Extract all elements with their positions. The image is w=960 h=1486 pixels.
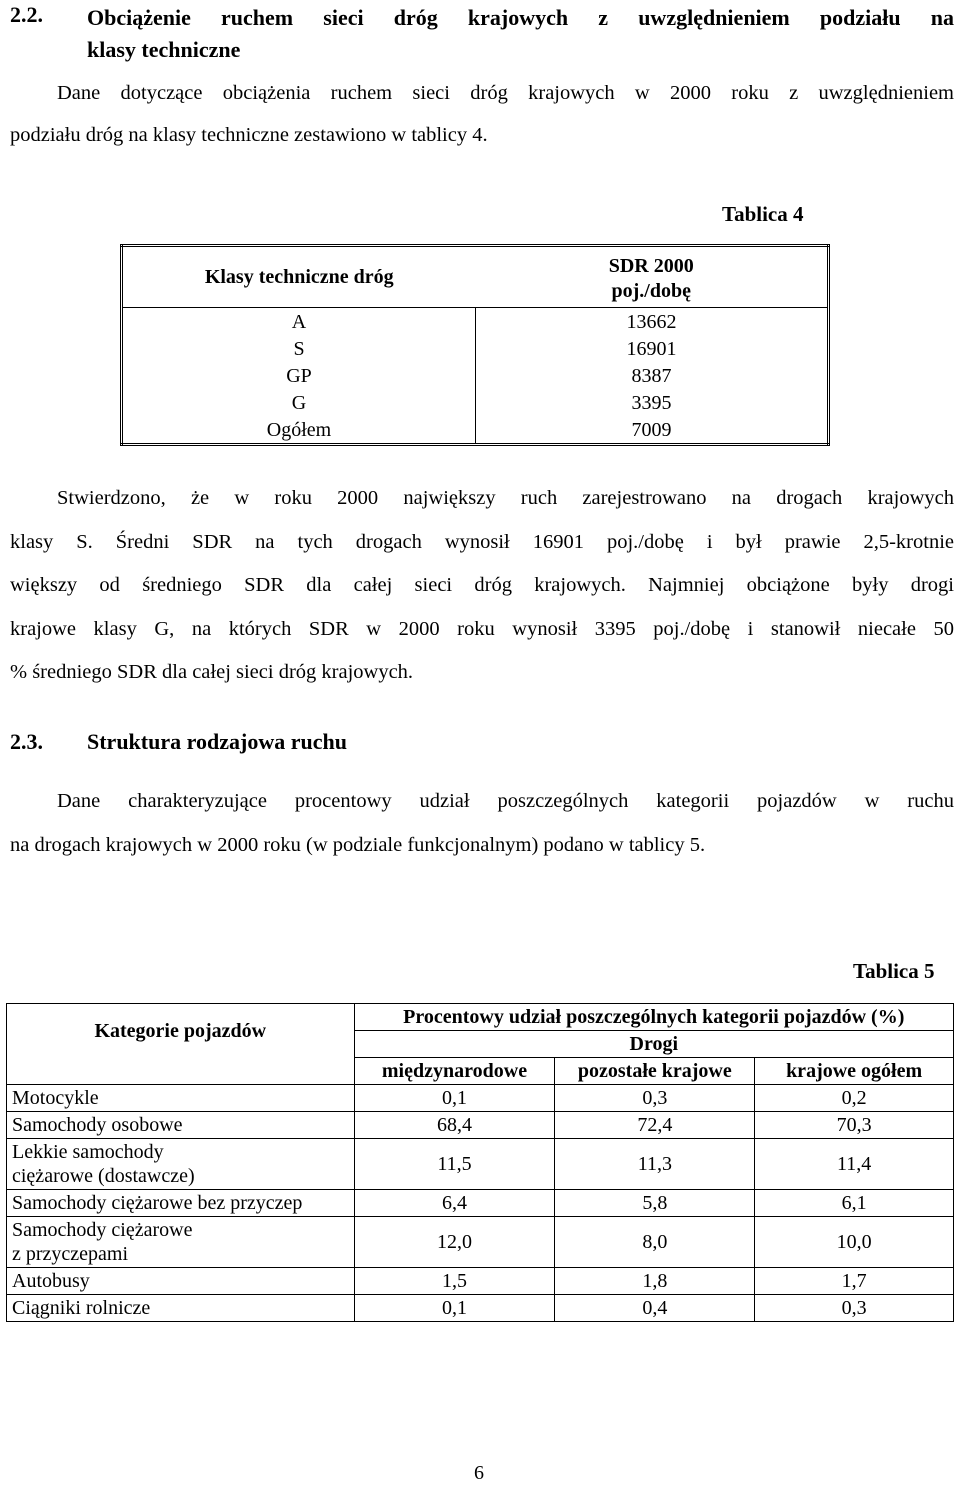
table-4 <box>120 244 830 446</box>
cell-national-total: 0,2 <box>755 1085 954 1112</box>
cell-international: 0,1 <box>354 1085 555 1112</box>
cell-national-total: 70,3 <box>755 1112 954 1139</box>
cell-class: G <box>122 389 476 416</box>
cell-category-line-2: z przyczepami <box>12 1243 129 1265</box>
header-national-total: krajowe ogółem <box>755 1058 954 1085</box>
cell-other-national: 72,4 <box>555 1112 755 1139</box>
cell-category: Samochody ciężarowe bez przyczep <box>7 1190 355 1217</box>
cell-national-total: 0,3 <box>755 1295 954 1322</box>
cell-other-national: 0,3 <box>555 1085 755 1112</box>
section-2-2-heading <box>10 2 954 66</box>
table-row <box>122 416 829 445</box>
table-5 <box>6 1003 954 1322</box>
cell-national-total: 6,1 <box>755 1190 954 1217</box>
intro-line-1: Dane dotyczące obciążenia ruchem sieci dróg krajowych w 2000 roku z uwzględnieniem <box>57 82 954 104</box>
cell-category: Samochody osobowe <box>7 1112 355 1139</box>
cell-international: 0,1 <box>354 1295 555 1322</box>
table-row <box>7 1112 954 1139</box>
cell-class: Ogółem <box>122 416 476 445</box>
cell-other-national: 11,3 <box>555 1139 755 1190</box>
header-category: Kategorie pojazdów <box>7 1004 355 1058</box>
table-header-row <box>7 1004 954 1031</box>
header-international: międzynarodowe <box>354 1058 555 1085</box>
cell-category <box>7 1139 355 1190</box>
intro-line-2: na drogach krajowych w 2000 roku (w podziale funkcjonalnym) podano w tablicy 5. <box>10 834 706 856</box>
section-2-2-intro <box>10 72 954 156</box>
table-row <box>7 1295 954 1322</box>
paragraph-line: większy od średniego SDR dla całej sieci dróg krajowych. Najmniej obciążone były drogi <box>10 574 954 596</box>
header-other-national: pozostałe krajowe <box>555 1058 755 1085</box>
cell-national-total: 10,0 <box>755 1217 954 1268</box>
table-row <box>7 1139 954 1190</box>
header-roads: Drogi <box>354 1031 953 1058</box>
section-number: 2.2. <box>10 2 43 27</box>
cell-category-line-1: Lekkie samochody <box>12 1141 164 1163</box>
header-sdr-line-1: SDR 2000 <box>608 254 694 277</box>
cell-category-line-2: ciężarowe (dostawcze) <box>12 1165 195 1187</box>
table-row <box>122 389 829 416</box>
header-category-empty <box>7 1058 355 1085</box>
cell-sdr: 7009 <box>631 418 672 441</box>
table-row <box>122 362 829 389</box>
section-number: 2.3. <box>10 729 43 754</box>
cell-national-total: 11,4 <box>755 1139 954 1190</box>
header-road-class: Klasy techniczne dróg <box>122 246 476 308</box>
cell-other-national: 8,0 <box>555 1217 755 1268</box>
table-5-caption: Tablica 5 <box>853 959 935 983</box>
table-row <box>7 1190 954 1217</box>
cell-other-national: 5,8 <box>555 1190 755 1217</box>
table-row <box>7 1268 954 1295</box>
table-row <box>122 308 829 336</box>
section-title-line-2: klasy techniczne <box>87 37 241 62</box>
cell-category: Ciągniki rolnicze <box>7 1295 355 1322</box>
table-row <box>7 1217 954 1268</box>
cell-international: 11,5 <box>354 1139 555 1190</box>
paragraph-conclusions <box>10 477 954 695</box>
cell-other-national: 0,4 <box>555 1295 755 1322</box>
cell-class: S <box>122 335 476 362</box>
cell-sdr: 3395 <box>631 391 672 414</box>
intro-line-2: podziału dróg na klasy techniczne zestawiono w tablicy 4. <box>10 124 488 146</box>
cell-international: 68,4 <box>354 1112 555 1139</box>
intro-line-1: Dane charakteryzujące procentowy udział poszczególnych kategorii pojazdów w ruchu <box>57 790 954 812</box>
cell-class: A <box>122 308 476 336</box>
header-share: Procentowy udział poszczególnych kategorii pojazdów (%) <box>354 1004 953 1031</box>
table-header-row <box>122 246 829 308</box>
table-header-row <box>7 1058 954 1085</box>
cell-class: GP <box>122 362 476 389</box>
cell-international: 12,0 <box>354 1217 555 1268</box>
cell-other-national: 1,8 <box>555 1268 755 1295</box>
section-2-3-heading <box>10 729 954 755</box>
table-4-caption: Tablica 4 <box>722 202 804 226</box>
cell-sdr: 8387 <box>631 364 672 387</box>
cell-sdr: 16901 <box>626 337 677 360</box>
section-2-3-intro <box>10 779 954 867</box>
cell-category <box>7 1217 355 1268</box>
paragraph-line: % średniego SDR dla całej sieci dróg krajowych. <box>10 661 414 683</box>
cell-category: Motocykle <box>7 1085 355 1112</box>
cell-sdr: 13662 <box>626 310 677 333</box>
section-title-line-1: Obciążenie ruchem sieci dróg krajowych z uwzględnieniem podziału na <box>87 5 954 30</box>
cell-national-total: 1,7 <box>755 1268 954 1295</box>
cell-category-line-1: Samochody ciężarowe <box>12 1219 193 1241</box>
paragraph-line: klasy S. Średni SDR na tych drogach wynosił 16901 poj./dobę i był prawie 2,5-krotnie <box>10 530 954 553</box>
page-number: 6 <box>474 1462 484 1484</box>
section-title: Struktura rodzajowa ruchu <box>87 729 347 754</box>
cell-international: 6,4 <box>354 1190 555 1217</box>
cell-international: 1,5 <box>354 1268 555 1295</box>
header-sdr <box>476 246 829 308</box>
header-sdr-line-2: poj./dobę <box>611 279 691 302</box>
table-row <box>7 1085 954 1112</box>
table-row <box>122 335 829 362</box>
cell-category: Autobusy <box>7 1268 355 1295</box>
paragraph-line: Stwierdzono, że w roku 2000 największy ruch zarejestrowano na drogach krajowych <box>57 487 954 509</box>
paragraph-line: krajowe klasy G, na których SDR w 2000 roku wynosił 3395 poj./dobę i stanowił niecałe 50 <box>10 617 954 640</box>
